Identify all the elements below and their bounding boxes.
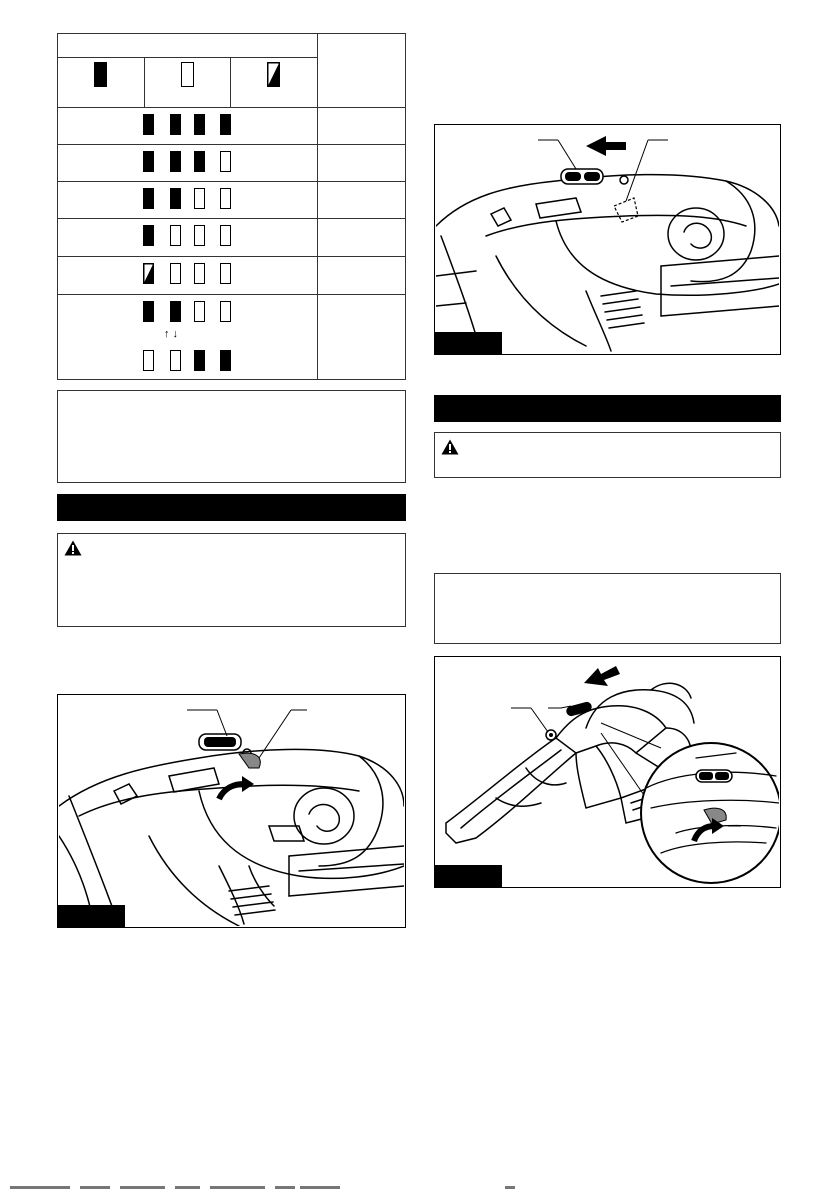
indicator-off-icon: [170, 225, 181, 246]
section-heading-bar: [434, 395, 781, 422]
table-rule: [57, 57, 318, 58]
section-heading-bar: [57, 494, 406, 521]
indicator-lit-icon: [143, 188, 154, 209]
indicator-lit-icon: [170, 301, 181, 322]
indicator-lit-icon: [194, 350, 205, 371]
note-box: [57, 390, 406, 483]
table-rule: [317, 33, 318, 380]
indicator-lit-icon: [170, 151, 181, 172]
figure-label: [57, 905, 125, 928]
indicator-off-icon: [170, 350, 181, 371]
vacuum-handle-slide-button-illustration: [436, 126, 779, 353]
table-rule: [57, 256, 406, 257]
indicator-off-icon: [194, 263, 205, 284]
warning-triangle-icon: [441, 439, 459, 455]
table-rule: [57, 144, 406, 145]
indicator-lit-icon: [220, 114, 231, 135]
indicator-blinking-icon: [267, 62, 280, 87]
alternating-arrows: ↑ ↓: [164, 328, 179, 340]
table-rule: [57, 107, 406, 108]
cropped-footer-strip: [0, 1183, 840, 1192]
battery-indicator-table: [57, 33, 406, 380]
indicator-off-icon: [220, 188, 231, 209]
indicator-off-icon: [170, 263, 181, 284]
indicator-lit-icon: [170, 114, 181, 135]
table-rule: [144, 57, 145, 107]
indicator-lit-icon: [94, 62, 107, 87]
indicator-lit-icon: [220, 350, 231, 371]
indicator-off-icon: [194, 301, 205, 322]
indicator-off-icon: [220, 301, 231, 322]
indicator-off-icon: [194, 188, 205, 209]
indicator-off-icon: [181, 62, 194, 87]
warning-triangle-icon: [64, 540, 82, 556]
figure-label: [434, 865, 502, 888]
table-rule: [57, 181, 406, 182]
indicator-lit-icon: [194, 114, 205, 135]
indicator-lit-icon: [170, 188, 181, 209]
table-rule: [230, 57, 231, 107]
indicator-off-icon: [220, 225, 231, 246]
indicator-lit-icon: [143, 225, 154, 246]
vacuum-cleaner-lock-lever-detail-illustration: [436, 658, 779, 886]
indicator-off-icon: [143, 350, 154, 371]
indicator-lit-icon: [143, 301, 154, 322]
figure-label: [434, 332, 502, 355]
vacuum-handle-switch-lever-illustration: [59, 696, 404, 926]
note-box: [434, 573, 781, 644]
indicator-off-icon: [220, 151, 231, 172]
table-rule: [57, 294, 406, 295]
indicator-blinking-icon: [143, 263, 154, 284]
caution-box: [57, 533, 406, 627]
indicator-off-icon: [220, 263, 231, 284]
warning-box: [434, 432, 781, 478]
indicator-lit-icon: [143, 151, 154, 172]
indicator-lit-icon: [194, 151, 205, 172]
indicator-off-icon: [194, 225, 205, 246]
indicator-lit-icon: [143, 114, 154, 135]
table-rule: [57, 218, 406, 219]
